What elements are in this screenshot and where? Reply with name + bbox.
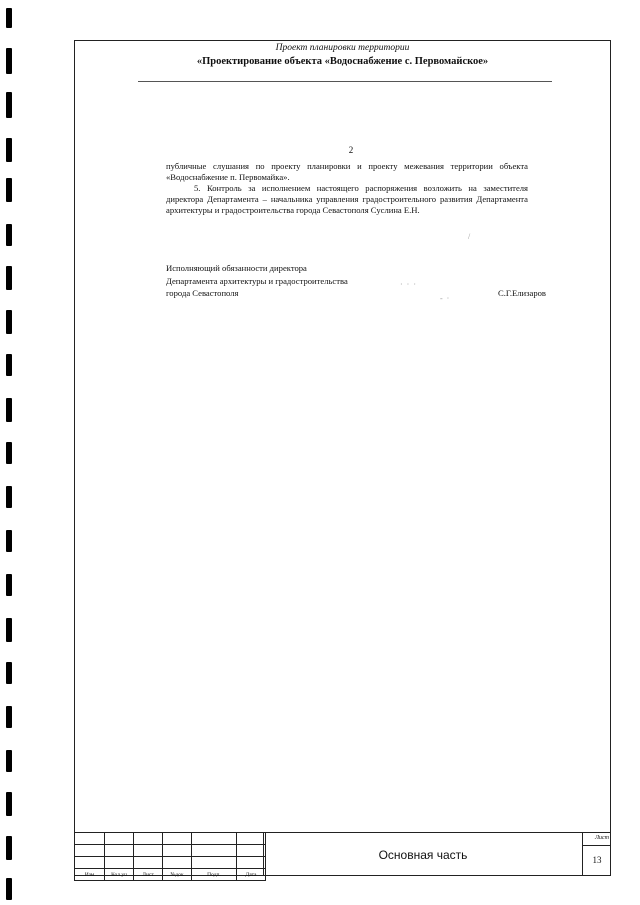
binding-mark: [6, 574, 12, 596]
signature-line-3: города Севастополя: [166, 288, 239, 298]
signature-mark: - ·: [440, 294, 451, 303]
sheet-label: Лист: [594, 835, 609, 841]
binding-mark: [6, 750, 12, 772]
binding-mark: [6, 442, 12, 464]
title-block: [74, 832, 611, 876]
signature-line-3-row: [166, 287, 546, 300]
sheet-number: 13: [592, 855, 602, 865]
binding-mark: [6, 266, 12, 290]
section-title: Основная часть: [378, 847, 468, 862]
body-paragraph-2: 5. Контроль за исполнением настоящего распоряжения возложить на заместителя директора Департамента – начальника управления градостроительного развития Департамента архитектуры и градостроительства города Севастополя Суслина Е.Н.: [166, 183, 528, 215]
document-body: [166, 161, 528, 216]
signatory-name: С.Г.Елизаров: [497, 288, 546, 298]
column-header: Лист: [134, 869, 163, 881]
revision-table: [74, 832, 266, 881]
body-paragraph-1: публичные слушания по проекту планировки и проекту межевания территории объекта «Водоснабжение п. Первомайка».: [166, 161, 528, 182]
binding-mark: [6, 792, 12, 816]
column-header: Изм: [75, 869, 105, 881]
signature-line-2: Департамента архитектуры и градостроительства: [166, 275, 348, 286]
binding-mark: [6, 618, 12, 642]
column-header: Дата: [237, 869, 266, 881]
binding-mark: [6, 138, 12, 162]
revision-header-row: [75, 869, 266, 881]
page-number: 2: [348, 145, 354, 155]
binding-mark: [6, 530, 12, 552]
header-divider: [138, 81, 552, 82]
section-title-cell: [263, 832, 582, 876]
binding-mark: [6, 398, 12, 422]
header-title: «Проектирование объекта «Водоснабжение с. Первомайское»: [196, 56, 489, 67]
header-subtitle: Проект планировки территории: [275, 43, 410, 53]
signature-line-1: Исполняющий обязанности директора: [166, 263, 307, 273]
signature-mark: · · ·: [400, 280, 417, 289]
signature-block: [166, 262, 546, 300]
binding-mark: [6, 310, 12, 334]
binding-mark: [6, 48, 12, 74]
binding-mark: [6, 224, 12, 246]
binding-mark: [6, 354, 12, 376]
sheet-divider: [583, 845, 611, 846]
binding-mark: [6, 662, 12, 684]
column-header: Подп.: [192, 869, 237, 881]
binding-mark: [6, 878, 12, 900]
binding-mark: [6, 178, 12, 202]
column-header: Кол.уч: [105, 869, 134, 881]
binding-mark: [6, 486, 12, 508]
signature-mark: /: [468, 232, 472, 241]
binding-mark: [6, 836, 12, 860]
binding-mark: [6, 706, 12, 728]
binding-mark: [6, 8, 12, 28]
column-header: №док: [163, 869, 192, 881]
sheet-cell: [582, 832, 611, 876]
binding-mark: [6, 92, 12, 118]
